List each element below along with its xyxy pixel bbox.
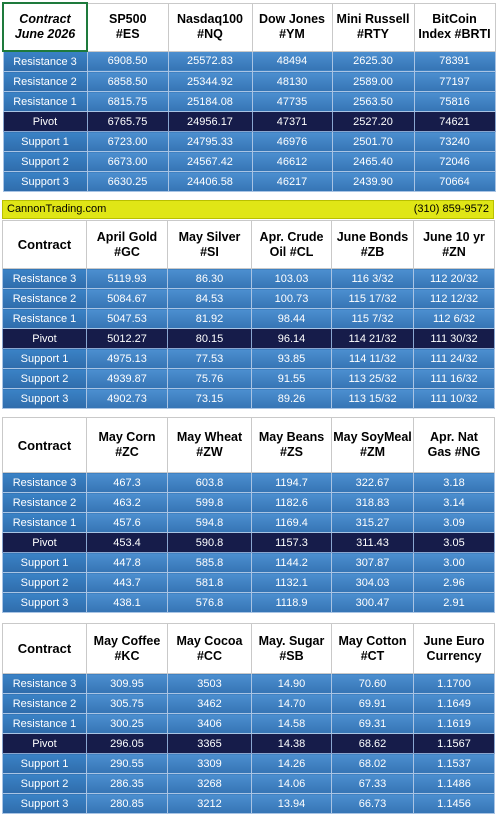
row-label: Support 3 <box>3 794 87 814</box>
value-cell: 4975.13 <box>87 349 168 369</box>
value-cell: 113 25/32 <box>332 369 414 389</box>
value-cell: 67.33 <box>332 774 414 794</box>
row-label: Resistance 2 <box>3 694 87 714</box>
row-label: Pivot <box>3 734 87 754</box>
value-cell: 84.53 <box>168 289 252 309</box>
column-header: May Coffee #KC <box>87 624 168 674</box>
value-cell: 81.92 <box>168 309 252 329</box>
value-cell: 304.03 <box>332 573 414 593</box>
value-cell: 467.3 <box>87 473 168 493</box>
value-cell: 24567.42 <box>168 152 252 172</box>
value-cell: 3.14 <box>414 493 495 513</box>
support-2-row <box>3 573 495 593</box>
value-cell: 2589.00 <box>332 72 414 92</box>
support-3-row <box>3 593 495 613</box>
contact-banner <box>2 200 494 219</box>
value-cell: 46217 <box>252 172 332 192</box>
value-cell: 305.75 <box>87 694 168 714</box>
value-cell: 70.60 <box>332 674 414 694</box>
column-header: May Cocoa #CC <box>168 624 252 674</box>
value-cell: 14.90 <box>252 674 332 694</box>
column-header: June 10 yr #ZN <box>414 221 495 269</box>
value-cell: 4902.73 <box>87 389 168 409</box>
value-cell: 111 10/32 <box>414 389 495 409</box>
value-cell: 590.8 <box>168 533 252 553</box>
column-header: May SoyMeal #ZM <box>332 418 414 473</box>
row-label: Support 1 <box>3 553 87 573</box>
value-cell: 100.73 <box>252 289 332 309</box>
value-cell: 576.8 <box>168 593 252 613</box>
contract-label: Contract <box>3 624 87 674</box>
row-label: Resistance 1 <box>3 513 87 533</box>
value-cell: 315.27 <box>332 513 414 533</box>
value-cell: 322.67 <box>332 473 414 493</box>
value-cell: 72046 <box>414 152 495 172</box>
column-header: BitCoin Index #BRTI <box>414 3 495 51</box>
row-label: Support 3 <box>3 172 87 192</box>
resistance-3-row <box>3 674 495 694</box>
row-label: Resistance 1 <box>3 92 87 112</box>
value-cell: 1.1567 <box>414 734 495 754</box>
value-cell: 457.6 <box>87 513 168 533</box>
column-header: June Euro Currency <box>414 624 495 674</box>
value-cell: 2465.40 <box>332 152 414 172</box>
row-label: Resistance 3 <box>3 473 87 493</box>
header-row <box>3 3 495 51</box>
value-cell: 116 3/32 <box>332 269 414 289</box>
value-cell: 2527.20 <box>332 112 414 132</box>
value-cell: 3406 <box>168 714 252 734</box>
value-cell: 115 7/32 <box>332 309 414 329</box>
row-label: Support 2 <box>3 573 87 593</box>
value-cell: 1144.2 <box>252 553 332 573</box>
contract-label: Contract <box>3 221 87 269</box>
support-3-row <box>3 172 495 192</box>
value-cell: 91.55 <box>252 369 332 389</box>
value-cell: 1.1619 <box>414 714 495 734</box>
value-cell: 47735 <box>252 92 332 112</box>
value-cell: 603.8 <box>168 473 252 493</box>
column-header: April Gold #GC <box>87 221 168 269</box>
value-cell: 296.05 <box>87 734 168 754</box>
row-label: Support 1 <box>3 132 87 152</box>
contract-label: Contract <box>19 12 71 26</box>
value-cell: 77197 <box>414 72 495 92</box>
value-cell: 14.38 <box>252 734 332 754</box>
value-cell: 25184.08 <box>168 92 252 112</box>
value-cell: 599.8 <box>168 493 252 513</box>
value-cell: 2501.70 <box>332 132 414 152</box>
value-cell: 69.31 <box>332 714 414 734</box>
column-header: Apr. Crude Oil #CL <box>252 221 332 269</box>
value-cell: 114 21/32 <box>332 329 414 349</box>
value-cell: 5119.93 <box>87 269 168 289</box>
value-cell: 14.58 <box>252 714 332 734</box>
website-link[interactable]: CannonTrading.com <box>7 203 107 215</box>
value-cell: 68.02 <box>332 754 414 774</box>
value-cell: 98.44 <box>252 309 332 329</box>
index-futures-table <box>2 2 496 192</box>
support-1-row <box>3 349 495 369</box>
value-cell: 1.1537 <box>414 754 495 774</box>
column-header: May Cotton #CT <box>332 624 414 674</box>
value-cell: 585.8 <box>168 553 252 573</box>
value-cell: 581.8 <box>168 573 252 593</box>
column-header: Apr. Nat Gas #NG <box>414 418 495 473</box>
value-cell: 66.73 <box>332 794 414 814</box>
value-cell: 2625.30 <box>332 51 414 72</box>
value-cell: 3.18 <box>414 473 495 493</box>
column-header: May Wheat #ZW <box>168 418 252 473</box>
header-row <box>3 624 495 674</box>
value-cell: 286.35 <box>87 774 168 794</box>
support-3-row <box>3 794 495 814</box>
value-cell: 1.1700 <box>414 674 495 694</box>
value-cell: 3.09 <box>414 513 495 533</box>
value-cell: 3268 <box>168 774 252 794</box>
row-label: Support 3 <box>3 389 87 409</box>
value-cell: 6815.75 <box>87 92 168 112</box>
value-cell: 6673.00 <box>87 152 168 172</box>
value-cell: 13.94 <box>252 794 332 814</box>
value-cell: 114 11/32 <box>332 349 414 369</box>
value-cell: 48130 <box>252 72 332 92</box>
value-cell: 48494 <box>252 51 332 72</box>
value-cell: 318.83 <box>332 493 414 513</box>
value-cell: 1.1649 <box>414 694 495 714</box>
row-label: Pivot <box>3 533 87 553</box>
value-cell: 6908.50 <box>87 51 168 72</box>
value-cell: 5084.67 <box>87 289 168 309</box>
resistance-1-row <box>3 513 495 533</box>
value-cell: 594.8 <box>168 513 252 533</box>
row-label: Pivot <box>3 329 87 349</box>
value-cell: 73240 <box>414 132 495 152</box>
row-label: Resistance 3 <box>3 269 87 289</box>
value-cell: 78391 <box>414 51 495 72</box>
value-cell: 69.91 <box>332 694 414 714</box>
value-cell: 112 20/32 <box>414 269 495 289</box>
value-cell: 447.8 <box>87 553 168 573</box>
pivot-row <box>3 112 495 132</box>
support-1-row <box>3 754 495 774</box>
value-cell: 1.1486 <box>414 774 495 794</box>
support-2-row <box>3 774 495 794</box>
row-label: Resistance 2 <box>3 72 87 92</box>
value-cell: 4939.87 <box>87 369 168 389</box>
metals-rates-table <box>2 220 495 409</box>
value-cell: 311.43 <box>332 533 414 553</box>
column-header: June Bonds #ZB <box>332 221 414 269</box>
header-row <box>3 221 495 269</box>
column-header: Mini Russell #RTY <box>332 3 414 51</box>
value-cell: 3.05 <box>414 533 495 553</box>
column-header: May Silver #SI <box>168 221 252 269</box>
value-cell: 47371 <box>252 112 332 132</box>
value-cell: 25572.83 <box>168 51 252 72</box>
grains-energy-table <box>2 417 495 613</box>
value-cell: 74621 <box>414 112 495 132</box>
resistance-3-row <box>3 269 495 289</box>
value-cell: 68.62 <box>332 734 414 754</box>
column-header: Dow Jones #YM <box>252 3 332 51</box>
value-cell: 307.87 <box>332 553 414 573</box>
value-cell: 115 17/32 <box>332 289 414 309</box>
header-row <box>3 418 495 473</box>
resistance-2-row <box>3 694 495 714</box>
row-label: Support 1 <box>3 349 87 369</box>
row-label: Support 1 <box>3 754 87 774</box>
value-cell: 96.14 <box>252 329 332 349</box>
value-cell: 5047.53 <box>87 309 168 329</box>
value-cell: 80.15 <box>168 329 252 349</box>
value-cell: 1.1456 <box>414 794 495 814</box>
value-cell: 14.06 <box>252 774 332 794</box>
value-cell: 73.15 <box>168 389 252 409</box>
column-header: SP500 #ES <box>87 3 168 51</box>
phone-number: (310) 859-9572 <box>413 203 489 215</box>
row-label: Resistance 3 <box>3 674 87 694</box>
value-cell: 24956.17 <box>168 112 252 132</box>
value-cell: 5012.27 <box>87 329 168 349</box>
value-cell: 1157.3 <box>252 533 332 553</box>
value-cell: 2.96 <box>414 573 495 593</box>
value-cell: 111 30/32 <box>414 329 495 349</box>
row-label: Resistance 1 <box>3 714 87 734</box>
row-label: Support 2 <box>3 774 87 794</box>
softs-currency-table <box>2 623 495 814</box>
value-cell: 3462 <box>168 694 252 714</box>
value-cell: 290.55 <box>87 754 168 774</box>
contract-month-cell <box>3 3 87 51</box>
column-header: Nasdaq100 #NQ <box>168 3 252 51</box>
value-cell: 300.47 <box>332 593 414 613</box>
value-cell: 309.95 <box>87 674 168 694</box>
value-cell: 77.53 <box>168 349 252 369</box>
row-label: Support 2 <box>3 369 87 389</box>
value-cell: 3309 <box>168 754 252 774</box>
pivot-row <box>3 329 495 349</box>
pivot-row <box>3 533 495 553</box>
resistance-3-row <box>3 51 495 72</box>
support-3-row <box>3 389 495 409</box>
value-cell: 14.26 <box>252 754 332 774</box>
pivot-row <box>3 734 495 754</box>
value-cell: 24795.33 <box>168 132 252 152</box>
row-label: Resistance 2 <box>3 493 87 513</box>
contract-month-label: June 2026 <box>14 27 76 41</box>
value-cell: 24406.58 <box>168 172 252 192</box>
value-cell: 438.1 <box>87 593 168 613</box>
row-label: Resistance 2 <box>3 289 87 309</box>
row-label: Resistance 3 <box>3 51 87 72</box>
resistance-2-row <box>3 72 495 92</box>
value-cell: 111 16/32 <box>414 369 495 389</box>
column-header: May. Sugar #SB <box>252 624 332 674</box>
value-cell: 1169.4 <box>252 513 332 533</box>
value-cell: 1118.9 <box>252 593 332 613</box>
value-cell: 113 15/32 <box>332 389 414 409</box>
resistance-2-row <box>3 289 495 309</box>
value-cell: 6765.75 <box>87 112 168 132</box>
row-label: Support 3 <box>3 593 87 613</box>
resistance-2-row <box>3 493 495 513</box>
value-cell: 86.30 <box>168 269 252 289</box>
support-1-row <box>3 553 495 573</box>
value-cell: 3503 <box>168 674 252 694</box>
value-cell: 103.03 <box>252 269 332 289</box>
resistance-1-row <box>3 714 495 734</box>
value-cell: 300.25 <box>87 714 168 734</box>
value-cell: 2.91 <box>414 593 495 613</box>
column-header: May Corn #ZC <box>87 418 168 473</box>
value-cell: 89.26 <box>252 389 332 409</box>
support-1-row <box>3 132 495 152</box>
value-cell: 2563.50 <box>332 92 414 112</box>
row-label: Resistance 1 <box>3 309 87 329</box>
resistance-3-row <box>3 473 495 493</box>
value-cell: 70664 <box>414 172 495 192</box>
value-cell: 1182.6 <box>252 493 332 513</box>
row-label: Support 2 <box>3 152 87 172</box>
value-cell: 25344.92 <box>168 72 252 92</box>
column-header: May Beans #ZS <box>252 418 332 473</box>
row-label: Pivot <box>3 112 87 132</box>
value-cell: 6723.00 <box>87 132 168 152</box>
value-cell: 3365 <box>168 734 252 754</box>
contract-label: Contract <box>3 418 87 473</box>
value-cell: 1132.1 <box>252 573 332 593</box>
value-cell: 2439.90 <box>332 172 414 192</box>
value-cell: 443.7 <box>87 573 168 593</box>
value-cell: 463.2 <box>87 493 168 513</box>
value-cell: 14.70 <box>252 694 332 714</box>
value-cell: 93.85 <box>252 349 332 369</box>
value-cell: 6630.25 <box>87 172 168 192</box>
value-cell: 280.85 <box>87 794 168 814</box>
value-cell: 3212 <box>168 794 252 814</box>
value-cell: 3.00 <box>414 553 495 573</box>
value-cell: 111 24/32 <box>414 349 495 369</box>
value-cell: 112 6/32 <box>414 309 495 329</box>
value-cell: 453.4 <box>87 533 168 553</box>
value-cell: 46612 <box>252 152 332 172</box>
value-cell: 6858.50 <box>87 72 168 92</box>
support-2-row <box>3 369 495 389</box>
value-cell: 112 12/32 <box>414 289 495 309</box>
value-cell: 1194.7 <box>252 473 332 493</box>
value-cell: 75.76 <box>168 369 252 389</box>
value-cell: 75816 <box>414 92 495 112</box>
resistance-1-row <box>3 309 495 329</box>
support-2-row <box>3 152 495 172</box>
resistance-1-row <box>3 92 495 112</box>
value-cell: 46976 <box>252 132 332 152</box>
